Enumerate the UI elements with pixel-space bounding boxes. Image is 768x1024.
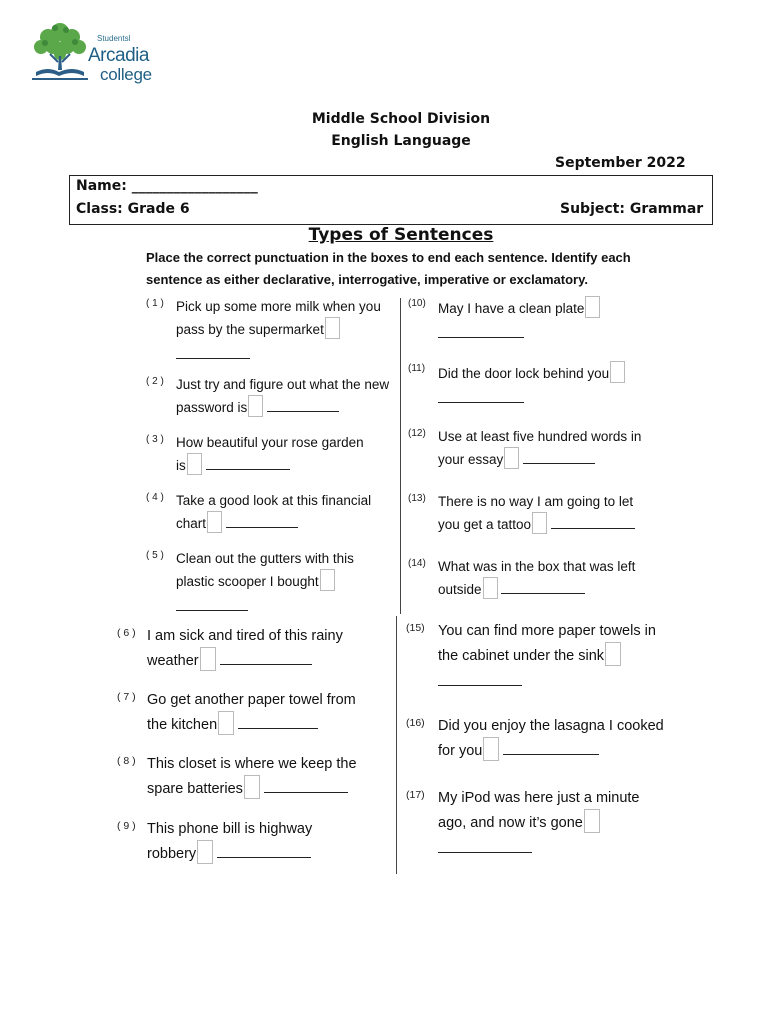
- answer-blank[interactable]: [176, 598, 248, 611]
- question-number: (11): [408, 363, 426, 374]
- question-text: Just try and figure out what the new: [176, 377, 390, 392]
- answer-blank[interactable]: [226, 515, 298, 528]
- answer-blank[interactable]: [438, 840, 532, 853]
- question-text: Take a good look at this financial: [176, 493, 372, 508]
- punctuation-box[interactable]: [207, 511, 222, 533]
- question-number: ( 4 ): [146, 492, 164, 503]
- question-number: (14): [408, 558, 426, 569]
- question-number: ( 3 ): [146, 434, 164, 445]
- question-number: (16): [406, 717, 425, 729]
- punctuation-box[interactable]: [532, 512, 547, 534]
- question-number: ( 1 ): [146, 298, 164, 309]
- question-number: (13): [408, 493, 426, 504]
- question-text: robbery: [147, 846, 197, 862]
- question-text: Use at least five hundred words in: [438, 429, 642, 444]
- punctuation-box[interactable]: [197, 840, 213, 864]
- punctuation-box[interactable]: [325, 317, 340, 339]
- question-text: pass by the supermarket: [176, 322, 324, 337]
- question-text: spare batteries: [147, 781, 243, 797]
- question-text: Clean out the gutters with this: [176, 551, 354, 566]
- question-text: is: [176, 458, 186, 473]
- question-text: your essay: [438, 452, 504, 467]
- question-text: How beautiful your rose garden: [176, 435, 364, 450]
- question-text: password is: [176, 400, 248, 415]
- question-text: Did you enjoy the lasagna I cooked: [438, 718, 664, 734]
- question-number: ( 5 ): [146, 550, 164, 561]
- worksheet-title: Types of Sentences: [308, 225, 494, 245]
- question-text: This closet is where we keep the: [147, 756, 357, 772]
- answer-blank[interactable]: [438, 390, 524, 403]
- question-text: you get a tattoo: [438, 517, 532, 532]
- punctuation-box[interactable]: [244, 775, 260, 799]
- class-label: Class: Grade 6: [76, 201, 190, 217]
- tree-logo-icon: [28, 18, 92, 84]
- punctuation-box[interactable]: [248, 395, 263, 417]
- question-text: May I have a clean plate: [438, 301, 585, 316]
- question-text: the cabinet under the sink: [438, 648, 605, 664]
- answer-blank[interactable]: [503, 742, 599, 755]
- punctuation-box[interactable]: [483, 577, 498, 599]
- question-number: ( 2 ): [146, 376, 164, 387]
- answer-blank[interactable]: [523, 451, 595, 464]
- question-text: weather: [147, 653, 199, 669]
- answer-blank[interactable]: [217, 845, 311, 858]
- punctuation-box[interactable]: [320, 569, 335, 591]
- question-number: ( 9 ): [117, 820, 136, 832]
- punctuation-box[interactable]: [610, 361, 625, 383]
- date-heading: September 2022: [555, 155, 686, 171]
- answer-blank[interactable]: [551, 516, 635, 529]
- name-field-label: Name: __________________: [76, 178, 258, 194]
- worksheet-instructions: Place the correct punctuation in the boxes to end each sentence. Identify each sentence as either declarative, interrogative, imperative or exclamatory.: [146, 250, 631, 287]
- question-text: I am sick and tired of this rainy: [147, 628, 343, 644]
- question-number: ( 7 ): [117, 691, 136, 703]
- question-number: ( 6 ): [117, 627, 136, 639]
- arcadia-college-logo: [28, 18, 163, 90]
- question-number: (17): [406, 789, 425, 801]
- student-info-box: [69, 175, 713, 225]
- question-text: for you: [438, 743, 483, 759]
- answer-blank[interactable]: [176, 346, 250, 359]
- subject-label: Subject: Grammar: [560, 201, 704, 217]
- question-text: the kitchen: [147, 717, 218, 733]
- question-number: (12): [408, 428, 426, 439]
- question-text: Go get another paper towel from: [147, 692, 356, 708]
- answer-blank[interactable]: [206, 457, 290, 470]
- question-text: chart: [176, 516, 207, 531]
- answer-blank[interactable]: [264, 780, 348, 793]
- subject-heading: English Language: [331, 133, 471, 149]
- punctuation-box[interactable]: [483, 737, 499, 761]
- punctuation-box[interactable]: [585, 296, 600, 318]
- question-text: Did the door lock behind you: [438, 366, 610, 381]
- answer-blank[interactable]: [438, 325, 524, 338]
- question-text: There is no way I am going to let: [438, 494, 634, 509]
- answer-blank[interactable]: [267, 399, 339, 412]
- question-text: What was in the box that was left: [438, 559, 636, 574]
- question-text: ago, and now it’s gone: [438, 815, 583, 831]
- question-text: You can find more paper towels in: [438, 623, 656, 639]
- punctuation-box[interactable]: [605, 642, 621, 666]
- question-text: outside: [438, 582, 482, 597]
- punctuation-box[interactable]: [187, 453, 202, 475]
- logo-college: college: [100, 65, 152, 84]
- question-number: (15): [406, 622, 425, 634]
- logo-tagline: Studentsl: [97, 34, 131, 43]
- logo-name: Arcadia: [88, 45, 149, 66]
- question-text: My iPod was here just a minute: [438, 790, 640, 806]
- punctuation-box[interactable]: [200, 647, 216, 671]
- punctuation-box[interactable]: [584, 809, 600, 833]
- question-number: (10): [408, 298, 426, 309]
- answer-blank[interactable]: [438, 673, 522, 686]
- question-number: ( 8 ): [117, 755, 136, 767]
- answer-blank[interactable]: [238, 716, 318, 729]
- punctuation-box[interactable]: [504, 447, 519, 469]
- answer-blank[interactable]: [220, 652, 312, 665]
- question-text: This phone bill is highway: [147, 821, 313, 837]
- punctuation-box[interactable]: [218, 711, 234, 735]
- question-text: Pick up some more milk when you: [176, 299, 381, 314]
- answer-blank[interactable]: [501, 581, 585, 594]
- division-heading: Middle School Division: [311, 111, 491, 127]
- question-text: plastic scooper I bought: [176, 574, 319, 589]
